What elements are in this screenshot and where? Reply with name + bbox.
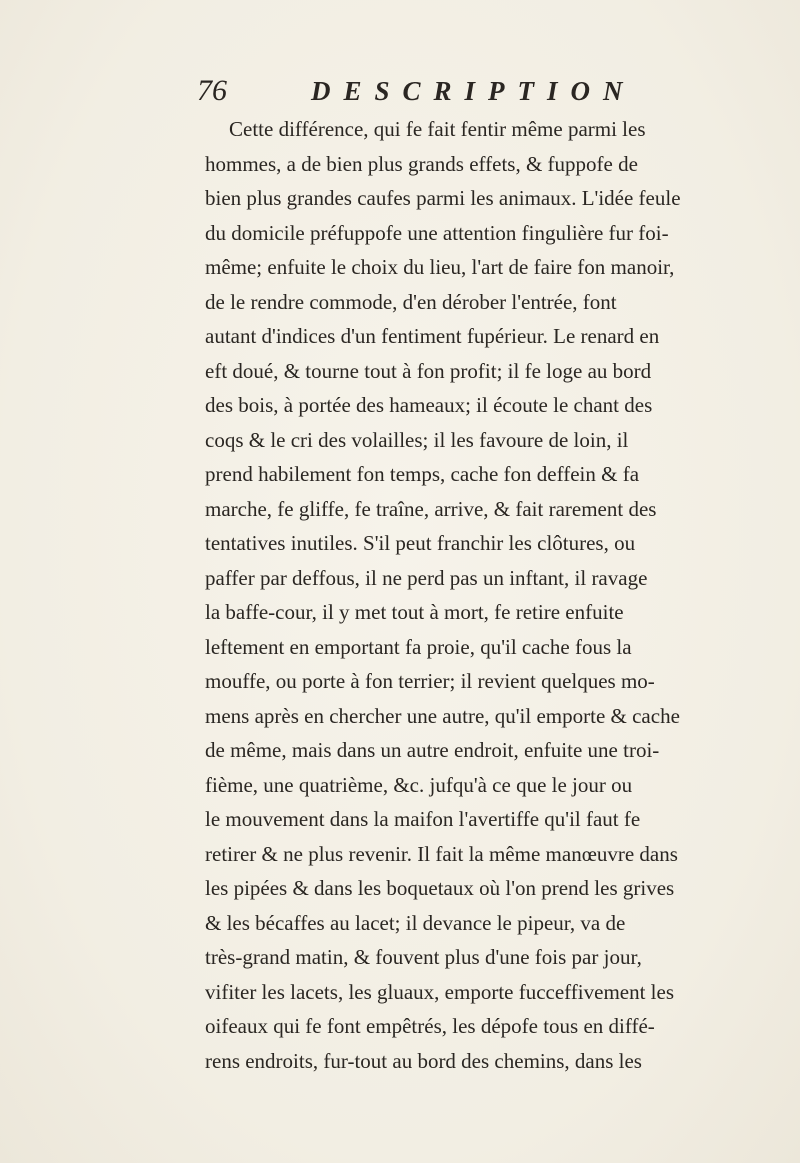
running-title: DESCRIPTION [311,76,636,106]
text-line: retirer & ne plus revenir. Il fait la même manœuvre dans [205,841,678,866]
text-line: vifiter les lacets, les gluaux, emporte fucceffivement les [205,979,675,1004]
text-line: le mouvement dans la maifon l'avertiffe qu'il faut fe [205,807,641,831]
text-line: très-grand matin, & fouvent plus d'une fois par jour, [205,945,642,969]
text-line: tentatives inutiles. S'il peut franchir les clôtures, ou [205,531,636,555]
text-line: autant d'indices d'un fentiment fupérieur. Le renard en [205,324,660,348]
text-line: de le rendre commode, d'en dérober l'entrée, font [205,289,617,314]
text-line: eft doué, & tourne tout à fon profit; il fe loge au bord [205,358,652,383]
text-line: du domicile préfuppofe une attention fingulière fur foi- [205,220,669,245]
text-line: rens endroits, fur-tout au bord des chemins, dans les [205,1048,642,1073]
text-line: de même, mais dans un autre endroit, enfuite une troi- [205,738,660,762]
text-line: oifeaux qui fe font empêtrés, les dépofe tous en diffé- [205,1014,655,1038]
text-line: fième, une quatrième, &c. jufqu'à ce que le jour ou [205,772,633,797]
text-line: leftement en emportant fa proie, qu'il cache fous la [205,634,632,659]
page-header [197,72,657,112]
text-line: & les bécaffes au lacet; il devance le pipeur, va de [205,910,626,935]
text-line: hommes, a de bien plus grands effets, & fuppofe de [205,151,638,176]
text-line: mens après en chercher une autre, qu'il emporte & cache [205,703,680,728]
text-line: même; enfuite le choix du lieu, l'art de faire fon manoir, [205,255,675,279]
text-line: des bois, à portée des hameaux; il écoute le chant des [205,393,653,417]
text-line: la baffe-cour, il y met tout à mort, fe retire enfuite [205,600,624,624]
text-line: prend habilement fon temps, cache fon deffein & fa [205,462,640,486]
page-number: 76 [197,74,227,107]
text-line: mouffe, ou porte à fon terrier; il revient quelques mo- [205,669,655,693]
text-line: paffer par deffous, il ne perd pas un inftant, il ravage [205,565,648,590]
text-line: marche, fe gliffe, fe traîne, arrive, & fait rarement des [205,496,657,521]
text-line: coqs & le cri des volailles; il les favoure de loin, il [205,427,629,452]
text-line: bien plus grandes caufes parmi les animaux. L'idée feule [205,186,681,210]
text-line: les pipées & dans les boquetaux où l'on prend les grives [205,876,675,900]
text-line: Cette différence, qui fe fait fentir même parmi les [229,117,646,141]
body-text [205,112,681,1078]
